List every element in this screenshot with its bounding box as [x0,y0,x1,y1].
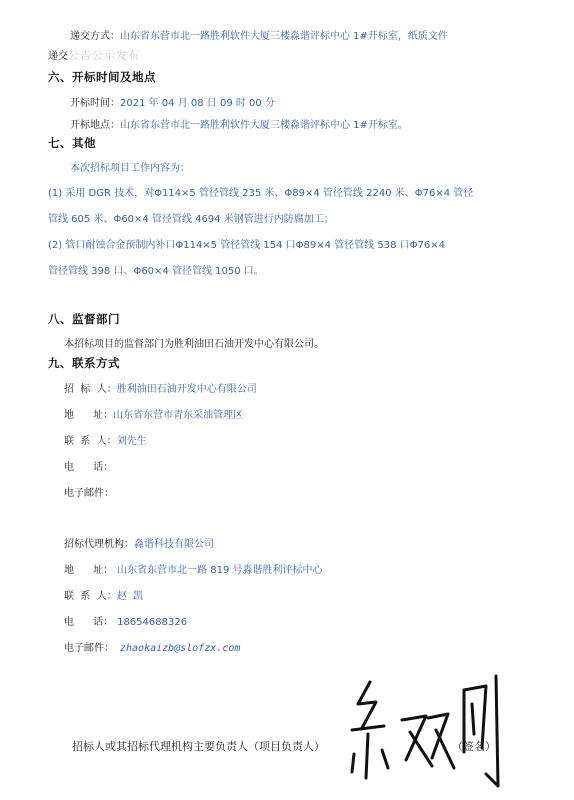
agency-name [64,535,214,550]
handwritten-signature [340,668,510,793]
tenderer-phone-label: 电 话： [64,462,114,473]
open-place-value: 山东省东营市北一路胜利软件大厦三楼淼谐评标中心 1#开标室。 [120,120,408,131]
section6-title: 六、开标时间及地点 [48,70,156,84]
agency-email-value: zhaokaizb@slofzx.com [120,643,241,654]
item2-line1: (2) 管口耐蚀合金预制内补口Φ114×5 管径管线 154 口Φ89×4 管径管线 538 口Φ76×4 [48,240,445,251]
agency-contact-value: 赵 凯 [116,591,144,602]
submission-line [70,27,448,42]
agency-address-label: 地 址： [64,565,114,576]
tenderer-contact [64,432,147,447]
section9-title: 九、联系方式 [48,356,120,370]
item1-line1: (1) 采用 DGR 技术，对Φ114×5 管径管线 235 米、Φ89×4 管径管线 2240 米、Φ76×4 管径 [48,188,474,199]
tenderer-email [64,484,114,499]
agency-address-value: 山东省东营市北一路 819 号淼谐胜利评标中心 [117,565,323,576]
tenderer-name-value: 胜利油田石油开发中心有限公司 [116,384,257,395]
tenderer-phone [64,458,113,473]
open-place [70,116,408,131]
agency-email [64,639,240,654]
agency-phone-value: 18654688326 [117,617,188,628]
open-time-value: 2021 年 04 月 08 日 09 时 00 分 [120,98,275,109]
section8-title: 八、监督部门 [48,312,120,326]
tenderer-name-label: 招 标 人： [64,384,117,395]
agency-phone [64,613,187,628]
sign-suffix: （签名） [452,740,496,753]
tenderer-email-label: 电子邮件： [64,488,114,499]
agency-phone-label: 电 话： [64,617,114,628]
item2-line2: 管径管线 398 口、Φ60×4 管径管线 1050 口。 [48,266,264,277]
agency-contact-label: 联 系 人： [64,591,117,602]
tenderer-name [64,380,257,395]
open-time [70,94,275,109]
agency-name-label: 招标代理机构： [64,539,134,550]
agency-email-label: 电子邮件： [64,643,114,654]
open-time-label: 开标时间： [70,98,120,109]
section8-text: 本招标项目的监督部门为胜利油田石油开发中心有限公司。 [64,339,324,350]
tenderer-contact-label: 联 系 人： [64,436,117,447]
submission-line2 [48,47,140,63]
tenderer-contact-value: 刘先生 [116,436,147,447]
section7-title: 七、其他 [48,136,96,150]
item1-line2: 管线 605 米、Φ60×4 管径管线 4694 米钢管进行内防腐加工； [48,214,334,225]
watermark-text: 公告公示发布 [68,49,140,62]
submission-label: 递交方式： [70,31,120,42]
section7-intro: 本次招标项目工作内容为： [70,163,190,174]
agency-contact [64,587,143,602]
submission-prefix: 递交 [48,51,68,62]
tenderer-address-label: 地 址： [64,410,114,421]
signature-text: 招标人或其招标代理机构主要负责人（项目负责人） [72,740,325,753]
tenderer-address-value: 山东省东营市青东采油管理区 [113,410,244,421]
submission-value: 山东省东营市北一路胜利软件大厦三楼淼谐评标中心 1#开标室，纸质文件 [120,31,448,42]
agency-name-value: 淼谐科技有限公司 [134,539,214,550]
open-place-label: 开标地点： [70,120,120,131]
tenderer-address [64,406,243,421]
agency-address [64,561,323,576]
signature-line [72,738,325,754]
